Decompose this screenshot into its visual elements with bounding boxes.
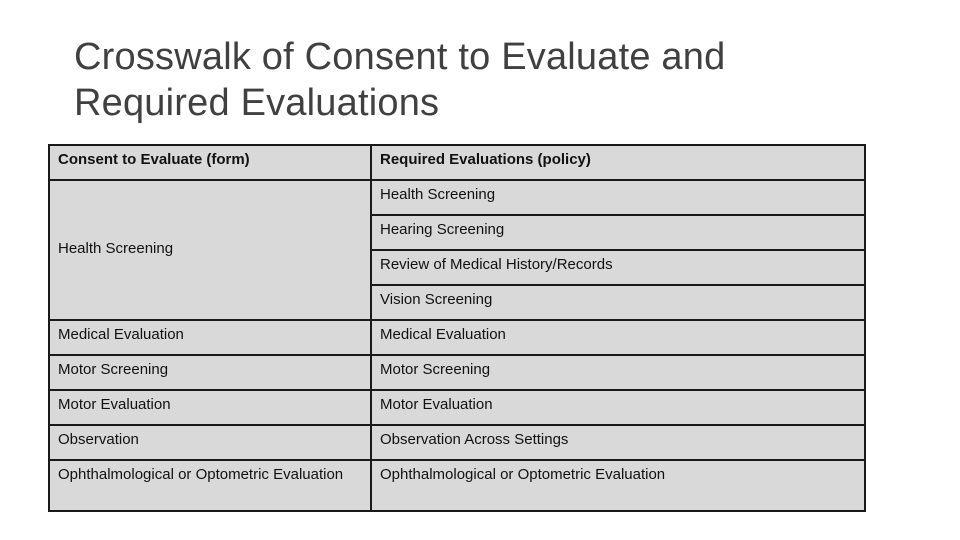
crosswalk-table (48, 144, 866, 512)
header-required: Required Evaluations (policy) (371, 145, 865, 180)
consent-cell: Ophthalmological or Optometric Evaluation (49, 460, 371, 511)
consent-cell: Motor Screening (49, 355, 371, 390)
header-consent: Consent to Evaluate (form) (49, 145, 371, 180)
required-cell: Observation Across Settings (371, 425, 865, 460)
required-cell-hearing-screening: Hearing Screening (371, 215, 865, 250)
table-row (49, 425, 865, 460)
health-screening-consent-cell: Health Screening (49, 180, 371, 320)
table-row (49, 390, 865, 425)
required-cell-health-screening: Health Screening (371, 180, 865, 215)
required-cell: Ophthalmological or Optometric Evaluation (371, 460, 865, 511)
consent-cell: Medical Evaluation (49, 320, 371, 355)
consent-cell: Observation (49, 425, 371, 460)
required-cell-vision-screening: Vision Screening (371, 285, 865, 320)
consent-cell: Motor Evaluation (49, 390, 371, 425)
table-row (49, 320, 865, 355)
required-cell: Medical Evaluation (371, 320, 865, 355)
required-cell-medical-history: Review of Medical History/Records (371, 250, 865, 285)
table-row (49, 460, 865, 511)
slide-title-line-1: Crosswalk of Consent to Evaluate and (74, 36, 726, 78)
table-row (49, 355, 865, 390)
required-cell: Motor Screening (371, 355, 865, 390)
slide-title (74, 34, 874, 126)
slide-title-line-2: Required Evaluations (74, 82, 440, 124)
table-header-row (49, 145, 865, 180)
required-cell: Motor Evaluation (371, 390, 865, 425)
table-row (49, 180, 865, 215)
